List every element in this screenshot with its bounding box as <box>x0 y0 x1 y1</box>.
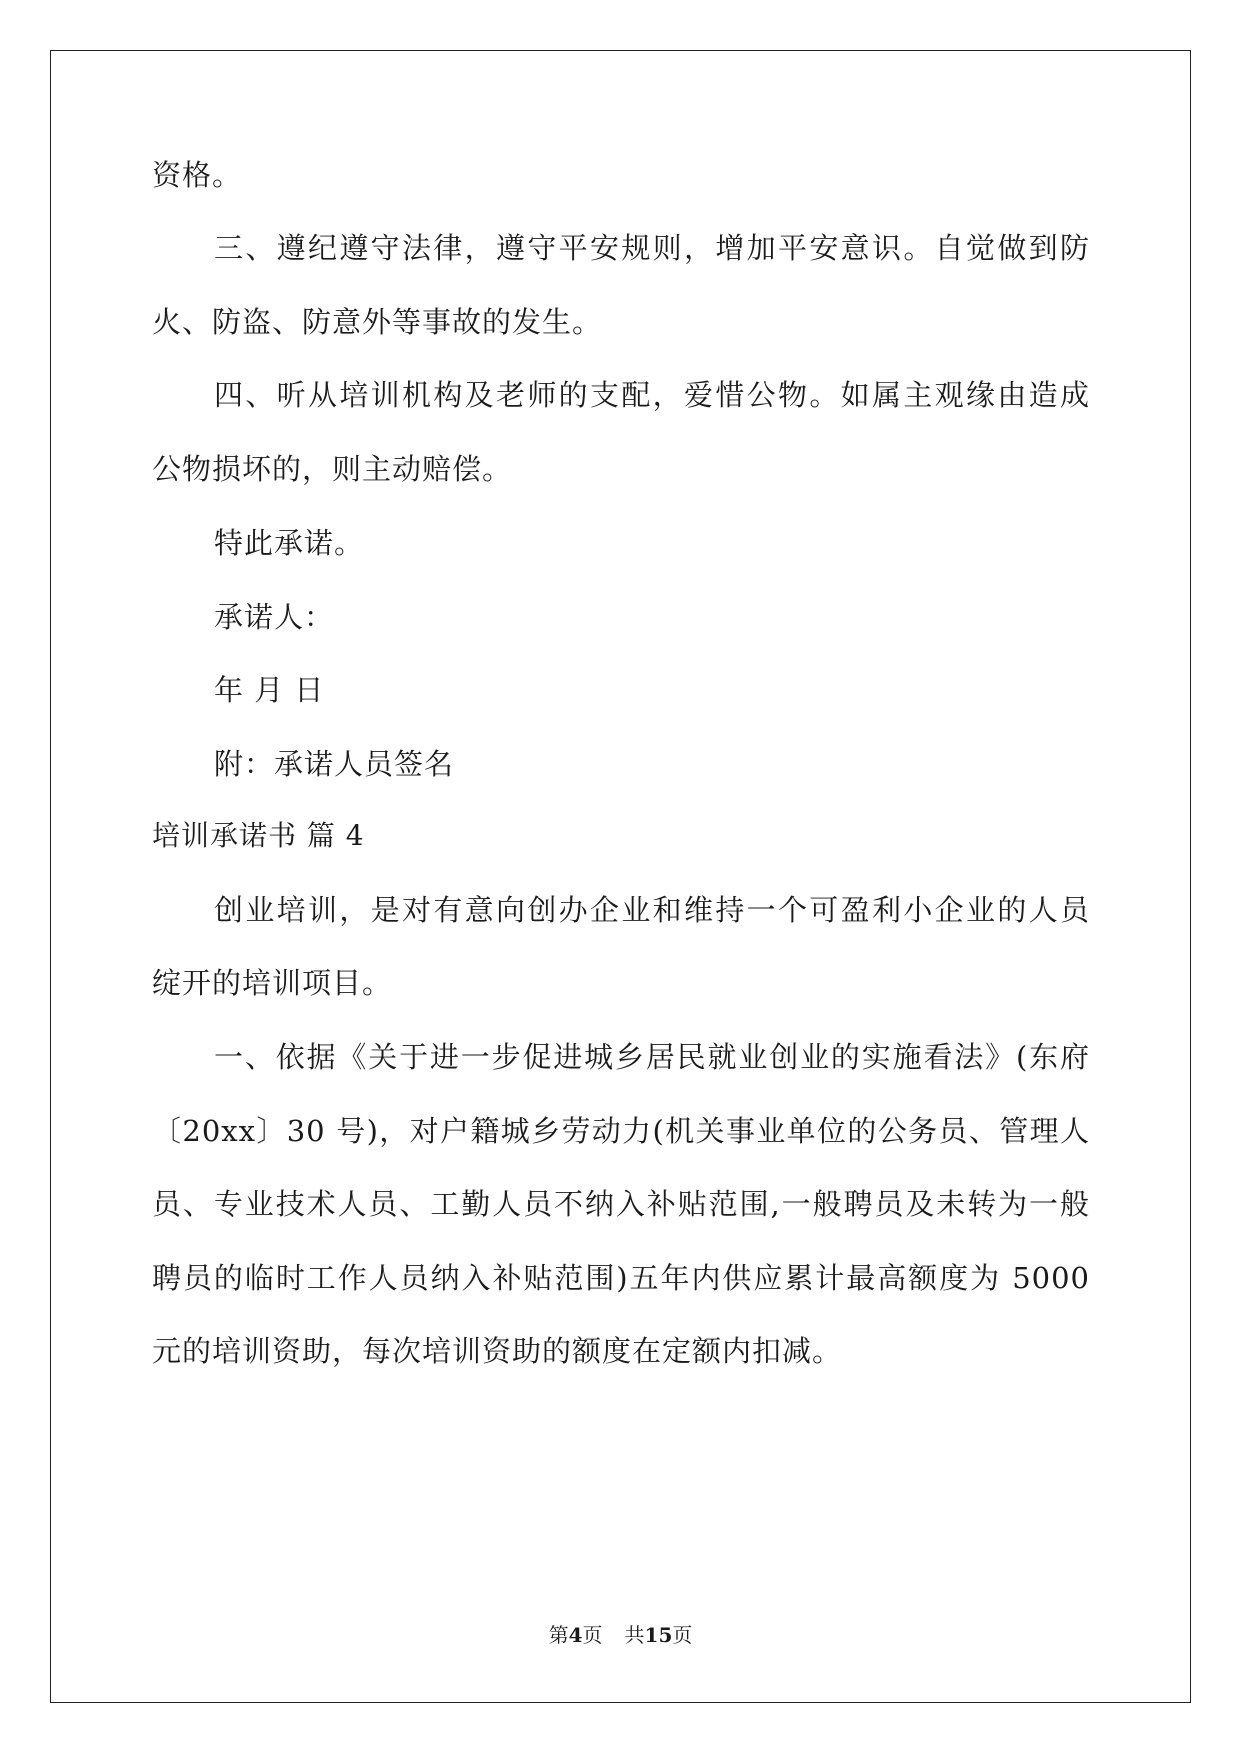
text-line: 资格。 <box>152 158 243 192</box>
footer-total-suffix: 页 <box>672 1623 693 1647</box>
footer-page-suffix: 页 <box>582 1623 603 1647</box>
date-line: 年 月 日 <box>214 673 325 707</box>
section-heading: 培训承诺书 篇 4 <box>152 819 365 852</box>
page-border <box>50 50 1191 1703</box>
text-line: 公物损坏的，则主动赔偿。 <box>152 452 513 486</box>
text-line: 员、专业技术人员、工勤人员不纳入补贴范围,一般聘员及未转为一般 <box>152 1187 1090 1221</box>
text-line: 一、依据《关于进一步促进城乡居民就业创业的实施看法》(东府 <box>214 1040 1090 1074</box>
text-line: 聘员的临时工作人员纳入补贴范围)五年内供应累计最高额度为 5000 <box>152 1261 1090 1295</box>
total-page-count: 15 <box>644 1623 673 1647</box>
text-line: 创业培训，是对有意向创办企业和维持一个可盈利小企业的人员 <box>214 893 1090 927</box>
text-line: 三、遵纪遵守法律，遵守平安规则，增加平安意识。自觉做到防 <box>214 231 1090 265</box>
signer-label: 承诺人： <box>214 600 335 634</box>
footer-total-prefix: 共 <box>624 1623 645 1647</box>
text-line: 火、防盗、防意外等事故的发生。 <box>152 305 603 339</box>
current-page-number: 4 <box>568 1623 583 1647</box>
text-line: 特此承诺。 <box>214 526 365 560</box>
text-line: 〔20xx〕30 号)，对户籍城乡劳动力(机关事业单位的公务员、管理人 <box>152 1114 1090 1148</box>
text-line: 元的培训资助，每次培训资助的额度在定额内扣减。 <box>152 1334 843 1368</box>
page-footer <box>0 1619 1241 1648</box>
text-line: 绽开的培训项目。 <box>152 966 393 1000</box>
footer-prefix: 第 <box>548 1623 569 1647</box>
text-line: 四、听从培训机构及老师的支配，爱惜公物。如属主观缘由造成 <box>214 378 1090 412</box>
text-line: 附：承诺人员签名 <box>214 747 455 781</box>
